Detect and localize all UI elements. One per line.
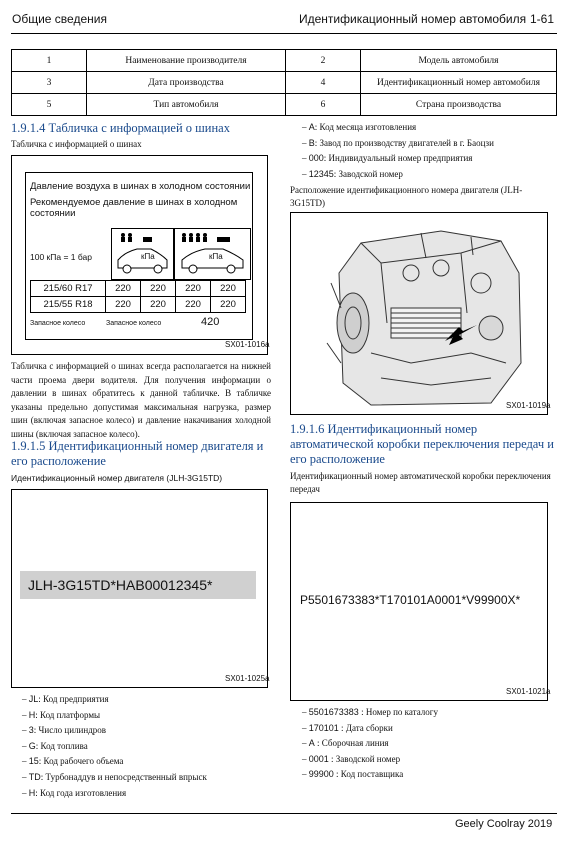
list-item: – 15: Код рабочего объема (22, 756, 124, 767)
figure-code: SX01-1016a (225, 340, 270, 349)
gearbox-number-code: P5501673383*T170101A0001*V99900X* (300, 593, 521, 607)
footer-brand: Geely Coolray (455, 818, 525, 830)
table-cell: Дата производства (87, 72, 286, 94)
plate-line-cold-pressure: Давление воздуха в шинах в холодном состоянии (30, 181, 251, 192)
footer (455, 818, 552, 830)
figure-code: SX01-1021a (506, 687, 551, 696)
tyre-size: 215/55 R18 (31, 297, 106, 313)
figure-code: SX01-1025a (225, 674, 270, 683)
engine-code-legend (22, 692, 207, 801)
list-item: – JL: Код предприятия (22, 694, 109, 704)
table-cell: Наименование производителя (87, 50, 286, 72)
pressure-value: 220 (141, 297, 176, 313)
table-row (12, 72, 557, 94)
table-cell: 2 (286, 50, 361, 72)
table-cell: Страна производства (361, 94, 557, 116)
plate-kpa-label: кПа (141, 252, 155, 261)
figure-code: SX01-1019a (506, 401, 551, 410)
pressure-value: 220 (211, 297, 246, 313)
list-item: – 000: Индивидуальный номер предприятия (302, 153, 473, 164)
list-item: – 0001 : Заводской номер (302, 753, 401, 764)
plate-kpa-label-loaded: кПа (209, 252, 223, 261)
table-row (12, 94, 557, 116)
header-rule (11, 33, 557, 34)
list-item: – G: Код топлива (22, 740, 88, 751)
tyre-plate-description: Табличка с информацией о шинах всегда располагается на нижней части проема двери водителя. Для получения информации о давлении в шинах обратитесь к данной табличке. В табличке указаны предельно допустимая максимальная нагрузка, размер шин (включая запасное колесо) и давление накачивания холодной шины (включая запасное колесо). (11, 361, 271, 439)
table-cell: 5 (12, 94, 87, 116)
pressure-value: 220 (106, 297, 141, 313)
table-cell: 3 (12, 72, 87, 94)
vehicle-load-icons (111, 228, 251, 280)
page-number: 1-61 (530, 12, 555, 26)
plate-spare-label: Запасное колесо (30, 320, 86, 327)
table-cell: 4 (286, 72, 361, 94)
table-row (31, 281, 246, 297)
list-item: – H: Код года изготовления (22, 787, 127, 798)
tyre-size: 215/60 R17 (31, 281, 106, 297)
pressure-value: 220 (211, 281, 246, 297)
gearbox-number-figure (290, 502, 551, 701)
list-item: – 170101 : Дата сборки (302, 722, 393, 733)
engine-number-code: JLH-3G15TD*HAB00012345* (20, 571, 256, 599)
table-cell: Тип автомобиля (87, 94, 286, 116)
engine-location-figure (290, 212, 551, 415)
engine-number-caption: Идентификационный номер двигателя (JLH-3G15TD) (11, 473, 223, 483)
table-cell: Идентификационный номер автомобиля (361, 72, 557, 94)
gearbox-number-caption: Идентификационный номер автоматической коробки переключения передач (290, 471, 551, 494)
list-item: – A : Сборочная линия (302, 738, 389, 749)
footer-rule (11, 813, 557, 814)
plate-line-recommended: Рекомендуемое давление в шинах в холодном состоянии (30, 197, 238, 219)
table-cell: 6 (286, 94, 361, 116)
section-heading-gearbox-number: 1.9.1.6 Идентификационный номер автоматической коробки переключения передач и его расположение (290, 422, 554, 466)
tyre-plate-caption: Табличка с информацией о шинах (11, 139, 142, 149)
engine-location-caption: Расположение идентификационного номера двигателя (JLH-3G15TD) (290, 185, 523, 208)
tyre-plate (25, 172, 253, 340)
pressure-value: 220 (176, 297, 211, 313)
pressure-value: 220 (141, 281, 176, 297)
plate-spare-value: 420 (201, 316, 220, 328)
table-cell: 1 (12, 50, 87, 72)
plate-spare-label-2: Запасное колесо (106, 320, 162, 327)
list-item: – A: Код месяца изготовления (302, 122, 417, 132)
section-heading-tyre-plate: 1.9.1.4 Табличка с информацией о шинах (11, 121, 230, 135)
list-item: – 3: Число цилиндров (22, 725, 107, 736)
plate-unit: 100 кПа = 1 бар (30, 252, 93, 262)
header-chapter-title: Идентификационный номер автомобиля (299, 12, 527, 26)
list-item: – 5501673383 : Номер по каталогу (302, 707, 438, 717)
table-row (12, 50, 557, 72)
section-heading-engine-number: 1.9.1.5 Идентификационный номер двигателя и его расположение (11, 439, 264, 468)
engine-code-legend-continued (302, 120, 494, 182)
list-item: – TD: Турбонаддув и непосредственный впрыск (22, 771, 207, 782)
table-row (31, 297, 246, 313)
list-item: – 12345: Заводской номер (302, 168, 403, 179)
engine-number-figure (11, 489, 268, 688)
list-item: – H: Код платформы (22, 709, 101, 720)
gearbox-code-legend (302, 705, 438, 783)
legend-table (11, 49, 557, 116)
list-item: – B: Завод по производству двигателей в г. Баоцзи (302, 137, 494, 148)
pressure-value: 220 (176, 281, 211, 297)
list-item: – 99900 : Код поставщика (302, 769, 404, 780)
engine-illustration (291, 213, 547, 414)
table-cell: Модель автомобиля (361, 50, 557, 72)
header-section-title: Общие сведения (12, 12, 107, 26)
pressure-table (30, 280, 246, 313)
footer-year: 2019 (527, 818, 553, 830)
pressure-value: 220 (106, 281, 141, 297)
